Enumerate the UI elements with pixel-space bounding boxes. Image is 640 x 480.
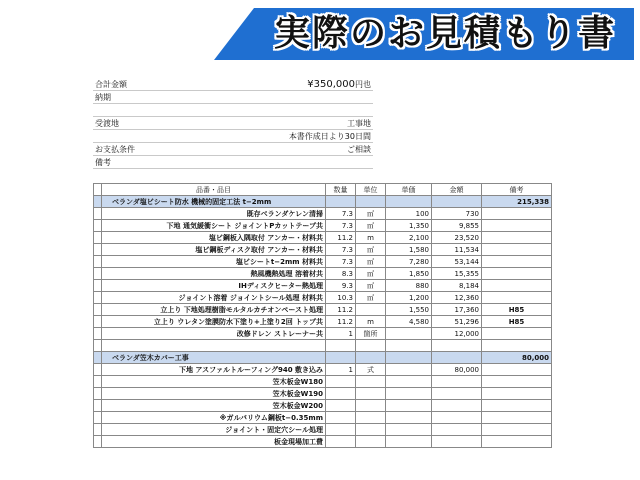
item-unit	[356, 352, 386, 364]
item-amount: 730	[432, 208, 482, 220]
total-label: 合計金額	[95, 79, 127, 89]
section-row	[94, 352, 552, 364]
row-spacer	[94, 340, 102, 352]
item-qty	[326, 400, 356, 412]
item-unit: 箇所	[356, 328, 386, 340]
table-row	[94, 364, 552, 376]
payment-row	[93, 143, 373, 156]
item-amount: 51,296	[432, 316, 482, 328]
item-qty	[326, 352, 356, 364]
item-note	[482, 364, 552, 376]
item-unit	[356, 376, 386, 388]
page-title: 実際のお見積もり書	[273, 13, 616, 54]
item-note	[482, 244, 552, 256]
item-amount	[432, 412, 482, 424]
item-unit	[356, 340, 386, 352]
row-spacer	[94, 196, 102, 208]
item-name: ベランダ笠木カバー工事	[102, 352, 326, 364]
item-qty: 7.3	[326, 208, 356, 220]
item-qty: 10.3	[326, 292, 356, 304]
item-qty	[326, 340, 356, 352]
row-spacer	[94, 244, 102, 256]
table-row	[94, 232, 552, 244]
item-qty: 7.3	[326, 244, 356, 256]
item-price: 1,850	[386, 268, 432, 280]
item-amount: 17,360	[432, 304, 482, 316]
header-spacer	[94, 184, 102, 196]
table-row	[94, 220, 552, 232]
item-name: 笠木板金W190	[102, 388, 326, 400]
item-price	[386, 352, 432, 364]
estimate-sheet	[93, 78, 551, 480]
item-price: 4,580	[386, 316, 432, 328]
item-unit: ㎡	[356, 220, 386, 232]
item-qty: 11.2	[326, 316, 356, 328]
item-note: H85	[482, 316, 552, 328]
item-price	[386, 400, 432, 412]
item-note	[482, 388, 552, 400]
total-unit: 円也	[355, 79, 371, 89]
item-note	[482, 208, 552, 220]
item-name: IHディスクヒーター熱処理	[102, 280, 326, 292]
item-note	[482, 292, 552, 304]
item-unit: m	[356, 232, 386, 244]
item-name: 下地 アスファルトルーフィング940 敷き込み	[102, 364, 326, 376]
item-amount: 53,144	[432, 256, 482, 268]
item-amount: 12,000	[432, 328, 482, 340]
item-note	[482, 424, 552, 436]
row-spacer	[94, 376, 102, 388]
row-spacer	[94, 232, 102, 244]
item-amount	[432, 400, 482, 412]
validity-row	[93, 130, 373, 143]
item-amount	[432, 388, 482, 400]
item-name: ベランダ塩ビシート防水 機械的固定工法 t−2mm	[102, 196, 326, 208]
item-price	[386, 364, 432, 376]
row-spacer	[94, 220, 102, 232]
item-name: ジョイント・固定穴シール処理	[102, 424, 326, 436]
item-name: ジョイント溶着 ジョイントシール処理 材料共	[102, 292, 326, 304]
table-row	[94, 388, 552, 400]
item-amount	[432, 340, 482, 352]
table-row	[94, 400, 552, 412]
item-qty	[326, 436, 356, 448]
item-note	[482, 280, 552, 292]
total-row	[93, 78, 373, 91]
item-note	[482, 412, 552, 424]
item-note	[482, 268, 552, 280]
payment-value: ご相談	[347, 144, 371, 154]
item-amount: 8,184	[432, 280, 482, 292]
table-row	[94, 412, 552, 424]
table-row	[94, 292, 552, 304]
item-price	[386, 436, 432, 448]
row-spacer	[94, 280, 102, 292]
item-qty	[326, 388, 356, 400]
item-amount	[432, 352, 482, 364]
item-amount: 23,520	[432, 232, 482, 244]
item-name	[102, 340, 326, 352]
validity-value: 本書作成日より30日間	[288, 131, 371, 141]
item-note	[482, 436, 552, 448]
delivery-label: 受渡地	[95, 118, 119, 128]
item-note: 215,338	[482, 196, 552, 208]
row-spacer	[94, 364, 102, 376]
item-name: 改修ドレン ストレーナー共	[102, 328, 326, 340]
item-price	[386, 196, 432, 208]
item-qty	[326, 376, 356, 388]
item-unit: ㎡	[356, 280, 386, 292]
item-price	[386, 328, 432, 340]
item-unit: ㎡	[356, 292, 386, 304]
item-unit	[356, 304, 386, 316]
item-note	[482, 400, 552, 412]
row-spacer	[94, 328, 102, 340]
row-spacer	[94, 400, 102, 412]
item-price: 1,350	[386, 220, 432, 232]
deadline-label: 納期	[95, 92, 111, 102]
item-qty: 7.3	[326, 256, 356, 268]
item-note: H85	[482, 304, 552, 316]
item-qty	[326, 424, 356, 436]
item-unit: ㎡	[356, 268, 386, 280]
table-row	[94, 316, 552, 328]
table-row	[94, 328, 552, 340]
item-name: 塩ビ鋼板ディスク取付 アンカー・材料共	[102, 244, 326, 256]
item-note	[482, 232, 552, 244]
item-amount	[432, 436, 482, 448]
row-spacer	[94, 256, 102, 268]
item-name: 塩ビ鋼板入隅取付 アンカー・材料共	[102, 232, 326, 244]
item-price	[386, 424, 432, 436]
item-unit	[356, 412, 386, 424]
item-name: 立上り 下地処理樹脂モルタルカチオンペースト処理	[102, 304, 326, 316]
item-qty: 7.3	[326, 220, 356, 232]
item-unit	[356, 388, 386, 400]
section-row	[94, 196, 552, 208]
row-spacer	[94, 292, 102, 304]
item-name: 下地 通気緩衝シート ジョイントPカットテープ共	[102, 220, 326, 232]
item-unit: 式	[356, 364, 386, 376]
row-spacer	[94, 208, 102, 220]
deadline-row	[93, 91, 373, 104]
row-spacer	[94, 352, 102, 364]
row-spacer	[94, 316, 102, 328]
item-unit: ㎡	[356, 208, 386, 220]
item-price: 1,580	[386, 244, 432, 256]
remarks-row	[93, 156, 373, 169]
item-qty	[326, 196, 356, 208]
item-qty: 11.2	[326, 232, 356, 244]
estimate-table	[93, 183, 552, 448]
item-amount: 11,534	[432, 244, 482, 256]
row-spacer	[94, 412, 102, 424]
item-unit: ㎡	[356, 256, 386, 268]
item-amount	[432, 424, 482, 436]
item-qty: 9.3	[326, 280, 356, 292]
item-name: 既存ベランダケレン清掃	[102, 208, 326, 220]
table-row	[94, 436, 552, 448]
delivery-row	[93, 117, 373, 130]
remarks-label: 備考	[95, 157, 111, 167]
item-price: 880	[386, 280, 432, 292]
estimate-header	[93, 78, 373, 169]
item-price: 1,550	[386, 304, 432, 316]
table-row	[94, 304, 552, 316]
blank-row	[93, 104, 373, 117]
item-qty: 11.2	[326, 304, 356, 316]
table-row	[94, 256, 552, 268]
item-qty: 8.3	[326, 268, 356, 280]
item-name: 立上り ウレタン塗膜防水下塗り+上塗り2回 トップ共	[102, 316, 326, 328]
header-qty: 数量	[326, 184, 356, 196]
table-row	[94, 244, 552, 256]
table-row	[94, 376, 552, 388]
header-note: 備考	[482, 184, 552, 196]
item-name: ※ガルバリウム鋼板t−0.35mm	[102, 412, 326, 424]
header-price: 単価	[386, 184, 432, 196]
item-unit	[356, 424, 386, 436]
item-note	[482, 220, 552, 232]
table-row	[94, 424, 552, 436]
delivery-value: 工事地	[347, 118, 371, 128]
item-name: 笠木板金W180	[102, 376, 326, 388]
item-price	[386, 376, 432, 388]
item-price: 1,200	[386, 292, 432, 304]
row-spacer	[94, 436, 102, 448]
item-price	[386, 388, 432, 400]
title-banner	[0, 0, 640, 68]
item-amount: 15,355	[432, 268, 482, 280]
header-unit: 単位	[356, 184, 386, 196]
item-amount: 80,000	[432, 364, 482, 376]
table-body	[94, 196, 552, 448]
table-row	[94, 340, 552, 352]
item-qty: 1	[326, 328, 356, 340]
row-spacer	[94, 268, 102, 280]
table-row	[94, 208, 552, 220]
item-qty	[326, 412, 356, 424]
table-header-row	[94, 184, 552, 196]
item-unit	[356, 196, 386, 208]
item-price	[386, 340, 432, 352]
total-amount	[307, 79, 371, 90]
item-note: 80,000	[482, 352, 552, 364]
payment-label: お支払条件	[95, 144, 135, 154]
item-price: 100	[386, 208, 432, 220]
item-price: 2,100	[386, 232, 432, 244]
item-amount: 12,360	[432, 292, 482, 304]
item-amount	[432, 376, 482, 388]
item-note	[482, 328, 552, 340]
item-unit: ㎡	[356, 244, 386, 256]
header-amount: 金額	[432, 184, 482, 196]
item-amount: 9,855	[432, 220, 482, 232]
item-unit	[356, 400, 386, 412]
item-name: 笠木板金W200	[102, 400, 326, 412]
item-name: 熱風機熱処理 溶着材共	[102, 268, 326, 280]
item-note	[482, 376, 552, 388]
table-row	[94, 268, 552, 280]
item-price: 7,280	[386, 256, 432, 268]
item-unit: m	[356, 316, 386, 328]
item-amount	[432, 196, 482, 208]
item-qty: 1	[326, 364, 356, 376]
row-spacer	[94, 304, 102, 316]
table-row	[94, 280, 552, 292]
item-note	[482, 256, 552, 268]
item-name: 板金現場加工費	[102, 436, 326, 448]
item-price	[386, 412, 432, 424]
total-value: ¥350,000	[307, 78, 355, 90]
row-spacer	[94, 424, 102, 436]
item-unit	[356, 436, 386, 448]
row-spacer	[94, 388, 102, 400]
item-note	[482, 340, 552, 352]
header-item: 品番・品目	[102, 184, 326, 196]
item-name: 塩ビシートt−2mm 材料共	[102, 256, 326, 268]
